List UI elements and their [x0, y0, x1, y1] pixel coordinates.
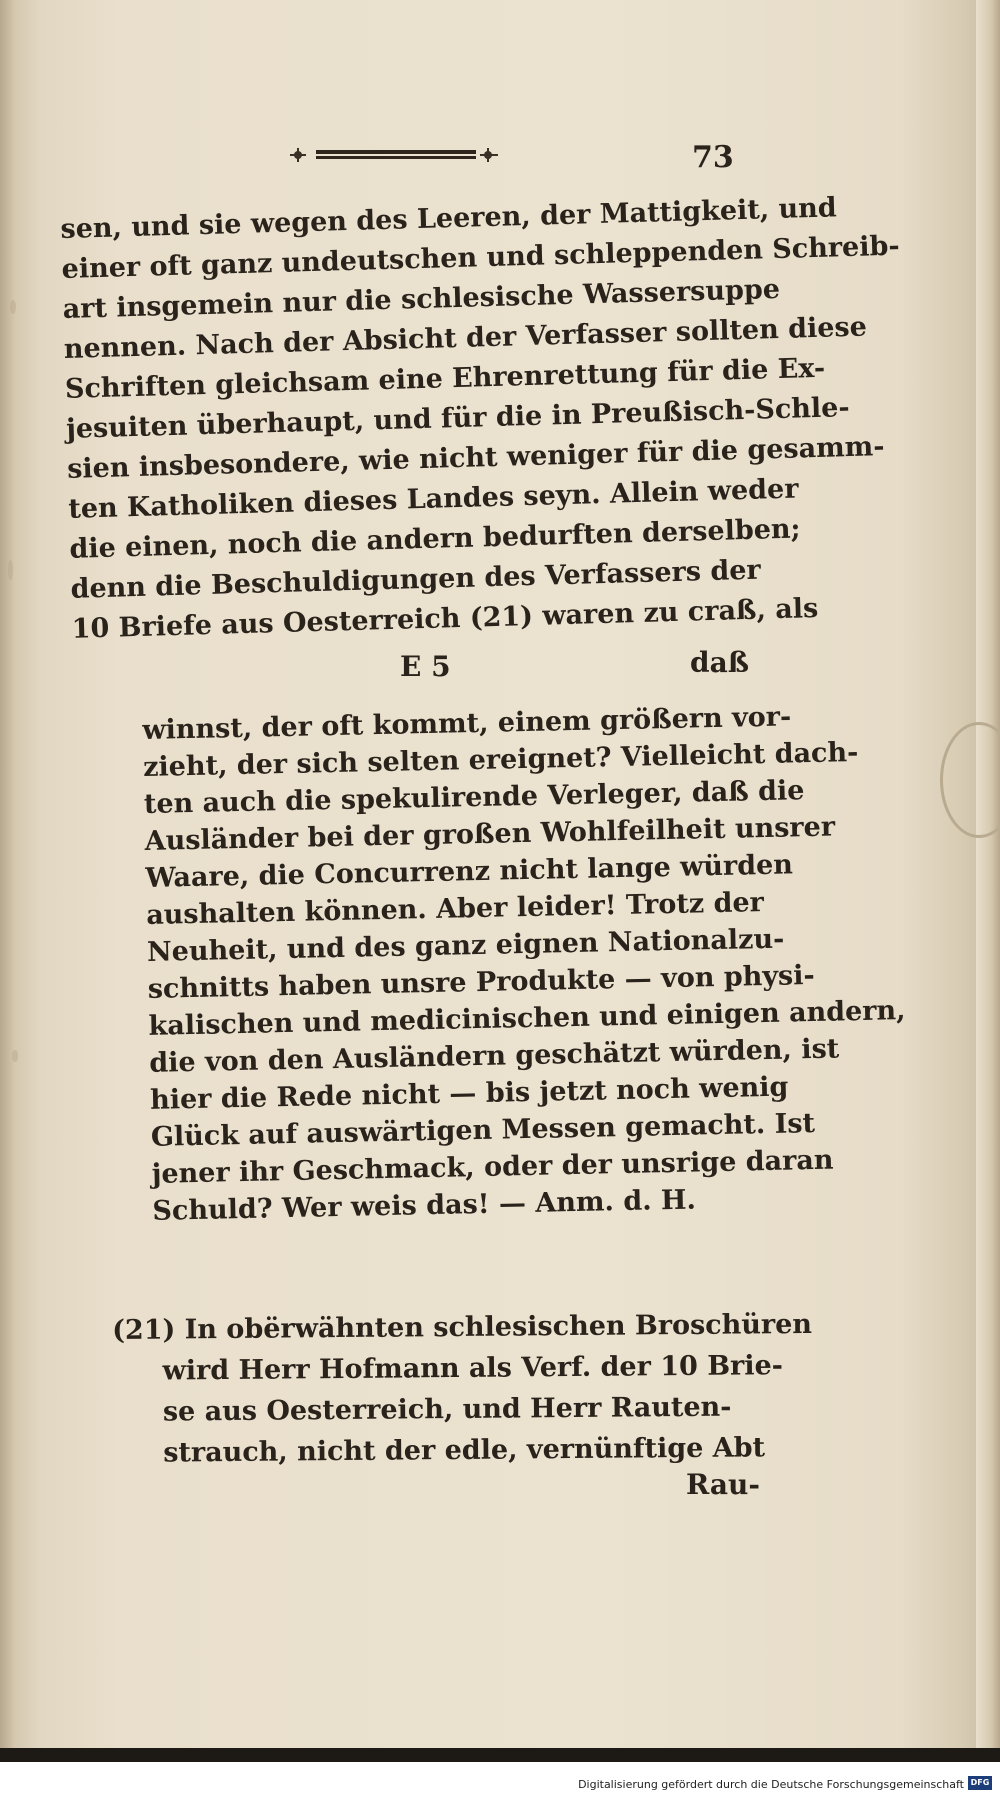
text-line: Schriften gleichsam eine Ehrenrettung für die Ex- — [64, 352, 826, 405]
main-text-block — [60, 190, 900, 649]
footnote-line: Neuheit, und des ganz eignen Nationalzu- — [146, 923, 785, 968]
footnote-line: (21) In obërwähnten schlesischen Broschüren — [112, 1308, 813, 1346]
footnote-line: ten auch die spekulirende Verleger, daß die — [143, 775, 805, 820]
header-ornament — [288, 144, 502, 166]
footnote-line: Waare, die Concurrenz nicht lange würden — [145, 849, 794, 894]
page-right-edge — [976, 0, 1000, 1760]
text-line: denn die Beschuldigungen des Verfassers der — [70, 554, 762, 605]
page-ring-mark — [940, 722, 1000, 838]
footnote-line: schnitts haben unsre Produkte — von physi- — [147, 959, 815, 1005]
footnote-line: hier die Rede nicht — bis jetzt noch wenig — [149, 1071, 789, 1116]
footnote-line: Ausländer bei der großen Wohlfeilheit unsrer — [144, 811, 836, 857]
dfg-logo: DFG — [968, 1776, 992, 1790]
signature-row — [60, 646, 760, 690]
footnote-line: zieht, der sich selten ereignet? Vielleicht dach- — [142, 737, 859, 783]
footnote-continuation — [142, 699, 906, 1230]
paper-stain — [12, 1050, 18, 1062]
text-line: 10 Briefe aus Oesterreich (21) waren zu craß, als — [71, 592, 819, 645]
text-line: ten Katholiken dieses Landes seyn. Allein weder — [67, 473, 799, 525]
footnote-21 — [112, 1304, 813, 1474]
footnote-line: Glück auf auswärtigen Messen gemacht. Ist — [150, 1108, 816, 1153]
footnote-line: Schuld? Wer weis das! — Anm. d. H. — [152, 1184, 697, 1227]
text-line: die einen, noch die andern bedurften derselben; — [69, 513, 801, 565]
footnote-line: winnst, der oft kommt, einem größern vor- — [142, 701, 792, 746]
footnote-line: aushalten können. Aber leider! Trotz der — [145, 887, 765, 931]
text-line: einer oft ganz undeutschen und schleppenden Schreib- — [61, 230, 900, 285]
paper-stain — [8, 560, 13, 580]
footnote-line: jener ihr Geschmack, oder der unsrige daran — [151, 1144, 834, 1190]
footnote-line: die von den Ausländern geschätzt würden, ist — [149, 1033, 840, 1079]
text-line: sien insbesondere, wie nicht weniger für die gesamm- — [66, 431, 885, 485]
text-line: sen, und sie wegen des Leeren, der Mattigkeit, und — [60, 192, 838, 245]
footnote-line: strauch, nicht der edle, vernünftige Abt — [163, 1432, 766, 1469]
text-line: art insgemein nur die schlesische Wassersuppe — [62, 273, 781, 325]
footer-credit: Digitalisierung gefördert durch die Deutsche Forschungsgemeinschaft — [578, 1778, 964, 1791]
text-line: jesuiten überhaupt, und für die in Preußisch-Schle- — [65, 392, 851, 445]
scan-bottom-edge — [0, 1748, 1000, 1762]
footnote-line: wird Herr Hofmann als Verf. der 10 Brie- — [162, 1350, 784, 1387]
page-left-edge — [0, 0, 14, 1760]
signature-mark: E 5 — [400, 650, 451, 683]
page-number: 73 — [692, 140, 734, 175]
text-line: nennen. Nach der Absicht der Verfasser sollten diese — [63, 311, 868, 365]
catchword: Rau- — [686, 1468, 761, 1501]
footnote-line: kalischen und medicinischen und einigen andern, — [148, 995, 906, 1042]
catchword: daß — [690, 646, 749, 679]
footnote-line: se aus Oesterreich, und Herr Rauten- — [162, 1391, 732, 1428]
paper-stain — [10, 300, 16, 314]
footer — [0, 1762, 1000, 1802]
